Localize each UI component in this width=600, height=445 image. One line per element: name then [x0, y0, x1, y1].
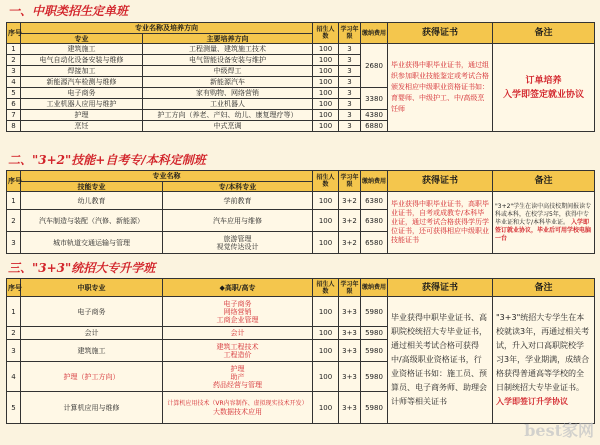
row-6-major: 工业机器人应用与维护	[21, 99, 143, 110]
row-5-years: 3	[339, 88, 361, 99]
s3-header-cert: 获得证书	[388, 279, 493, 297]
s2-row-2-sub: 汽车应用与维修	[163, 210, 313, 232]
s2-row-2-fee: 6380	[361, 210, 388, 232]
section-2-table	[6, 170, 595, 254]
row-5-enroll: 100	[313, 88, 339, 99]
s3-row-2-fee: 5980	[361, 327, 388, 340]
s3-remark-red: 入学即签订升学协议	[496, 397, 568, 406]
s2-header-sub: 专/本科专业	[163, 182, 313, 192]
header-fee: 缴纳费用	[361, 23, 388, 44]
s2-header-fee: 缴纳费用	[361, 171, 388, 192]
row-6-no: 6	[7, 99, 21, 110]
s2-row-1-years: 3+2	[339, 192, 361, 210]
remark-line-1: 订单培养	[525, 75, 562, 86]
row-6-direction: 工业机器人	[143, 99, 313, 110]
s2-header-years: 学习年限	[339, 171, 361, 192]
header-major: 专业	[21, 34, 143, 44]
section-1-table	[6, 22, 595, 132]
row-8-no: 8	[7, 121, 21, 132]
s3-row-1-enroll: 100	[313, 297, 339, 327]
s3-row-4-enroll: 100	[313, 362, 339, 392]
row-4-enroll: 100	[313, 77, 339, 88]
row-5-direction: 家有购物、网络营销	[143, 88, 313, 99]
row-7-major: 护理	[21, 110, 143, 121]
row-4-no: 4	[7, 77, 21, 88]
s3-row-4-major: 护理（护工方向）	[21, 362, 163, 392]
s2-remark-red: 入学即签订就业协议，毕业后可用学校电脑一台	[495, 218, 592, 242]
s2-row-2-enroll: 100	[313, 210, 339, 232]
row-7-no: 7	[7, 110, 21, 121]
s3-row-5-enroll: 100	[313, 392, 339, 424]
section-3-table	[6, 278, 595, 424]
section-1-title: 一、中职类招生定单班	[8, 4, 129, 18]
row-8-enroll: 100	[313, 121, 339, 132]
s3-row-3-sub-1: 建筑工程技术	[216, 342, 259, 351]
s2-header-skill: 技能专业	[21, 182, 163, 192]
s3-row-5-major: 计算机应用与维修	[21, 392, 163, 424]
s2-row-3-sub-2: 视觉传达设计	[216, 242, 259, 251]
s2-row-3-fee: 6580	[361, 232, 388, 254]
s3-header-major: 中职专业	[21, 279, 163, 297]
s2-header-major-group: 专业名称	[21, 171, 313, 182]
s3-header-remark: 备注	[493, 279, 595, 297]
s2-row-3-sub-1: 旅游管理	[223, 234, 252, 243]
row-1-no: 1	[7, 44, 21, 55]
row-4-direction: 新能源汽车	[143, 77, 313, 88]
s3-row-3-years: 3+3	[339, 340, 361, 362]
s3-row-1-fee: 5980	[361, 297, 388, 327]
s3-row-5-sub-2: 大数据技术应用	[213, 407, 262, 416]
s3-row-1-major: 电子商务	[21, 297, 163, 327]
s3-row-1-sub-1: 电子商务	[223, 299, 252, 308]
s3-row-5-fee: 5980	[361, 392, 388, 424]
s3-row-4-sub	[163, 362, 313, 392]
s3-row-5-no: 5	[7, 392, 21, 424]
s2-row-3-no: 3	[7, 232, 21, 254]
s2-row-3-sub	[163, 232, 313, 254]
s3-remark-text: "3+3"统招大专学生在本校就读3年，再通过相关考试，升入对口高职院校学习3年，学业期满，成绩合格获得普通高等学校的全日制统招大专毕业证书。	[496, 313, 590, 392]
section-3-remark	[493, 297, 595, 424]
s2-row-1-no: 1	[7, 192, 21, 210]
fee-group-3: 4380	[361, 110, 388, 121]
s3-row-1-sub	[163, 297, 313, 327]
s3-row-5-years: 3+3	[339, 392, 361, 424]
section-2-cert: 毕业获得中职毕业证书，高职毕业证书，自考或成教专/本科毕业证，通过考试合格获得学历学位证书，还可获得相应中级职业技能证书	[388, 192, 493, 254]
row-5-no: 5	[7, 88, 21, 99]
remark-line-2: 入学即签定就业协议	[502, 89, 584, 100]
section-2-title: 二、"3+2"技能+自考专/本科定制班	[8, 153, 206, 167]
s2-row-3-enroll: 100	[313, 232, 339, 254]
s3-header-sub: ◆高职/高专	[163, 279, 313, 297]
s2-row-1-sub: 学前教育	[163, 192, 313, 210]
s2-header-remark: 备注	[493, 171, 595, 192]
header-enroll: 招生人数	[313, 23, 339, 44]
s2-row-3-years: 3+2	[339, 232, 361, 254]
watermark-logo: best家网	[524, 421, 594, 440]
row-3-enroll: 100	[313, 66, 339, 77]
section-1-cert: 毕业获得中职毕业证书，通过组织参加职业技能鉴定或考试合格颁发相应中级职业资格证书如：育婴师、中级护工、中/高级烹饪师	[388, 44, 493, 132]
s3-row-1-sub-3: 工商企业管理	[216, 315, 259, 324]
row-3-years: 3	[339, 66, 361, 77]
s3-row-4-sub-3: 药品经营与管理	[213, 380, 262, 389]
s3-row-5-sub-1: 计算机应用技术（VR内容制作、虚拟现实技术开发）	[167, 399, 308, 407]
s3-row-1-sub-2: 网络营销	[223, 307, 252, 316]
s3-row-3-sub-2: 工程造价	[223, 350, 252, 359]
row-6-years: 3	[339, 99, 361, 110]
s3-row-4-no: 4	[7, 362, 21, 392]
s3-row-2-no: 2	[7, 327, 21, 340]
s3-row-4-years: 3+3	[339, 362, 361, 392]
s3-header-seq: 序号	[7, 279, 21, 297]
s2-row-1-fee: 6380	[361, 192, 388, 210]
s3-row-2-major: 会计	[21, 327, 163, 340]
row-3-direction: 中级焊工	[143, 66, 313, 77]
row-5-major: 电子商务	[21, 88, 143, 99]
row-2-direction: 电气智能设备安装与维护	[143, 55, 313, 66]
s2-row-3-skill: 城市轨道交通运输与管理	[21, 232, 163, 254]
s2-row-1-enroll: 100	[313, 192, 339, 210]
header-cert: 获得证书	[388, 23, 493, 44]
s3-row-5-sub	[163, 392, 313, 424]
row-2-years: 3	[339, 55, 361, 66]
row-2-enroll: 100	[313, 55, 339, 66]
fee-group-2: 3380	[361, 88, 388, 110]
row-4-years: 3	[339, 77, 361, 88]
s3-row-3-sub	[163, 340, 313, 362]
s2-remark-text: "3+2"学生在读中高技校期间报读专科或本科，在校学习5年，获得中专毕业证和大专/本科毕业证。	[495, 202, 592, 226]
s2-row-2-skill: 汽车制造与装配（汽修、新能源）	[21, 210, 163, 232]
row-1-direction: 工程测量、建筑施工技术	[143, 44, 313, 55]
row-6-enroll: 100	[313, 99, 339, 110]
section-3-cert: 毕业获得中职毕业证书、高职院校统招大专毕业证书，通过相关考试合格可获得中/高级职业资格证书，行业资格证书如：施工员、预算员、电子商务师、助理会计师等相关证书	[388, 297, 493, 424]
fee-group-1: 2680	[361, 44, 388, 88]
s3-header-enroll: 招生人数	[313, 279, 339, 297]
header-years: 学习年限	[339, 23, 361, 44]
s3-row-1-years: 3+3	[339, 297, 361, 327]
row-3-major: 焊接加工	[21, 66, 143, 77]
header-seq: 序号	[7, 23, 21, 44]
s3-row-3-no: 3	[7, 340, 21, 362]
s3-header-years: 学习年限	[340, 280, 359, 295]
row-1-years: 3	[339, 44, 361, 55]
fee-group-4: 6880	[361, 121, 388, 132]
row-1-major: 建筑施工	[21, 44, 143, 55]
s2-header-enroll: 招生人数	[313, 171, 339, 192]
row-8-years: 3	[339, 121, 361, 132]
s2-row-1-skill: 幼儿教育	[21, 192, 163, 210]
section-3-title: 三、"3+3"统招大专升学班	[8, 261, 156, 275]
s2-header-cert: 获得证书	[388, 171, 493, 192]
s3-row-2-years: 3+3	[339, 327, 361, 340]
row-2-major: 电气自动化设备安装与维修	[21, 55, 143, 66]
header-direction: 主要培养方向	[143, 34, 313, 44]
s3-row-4-sub-1: 护理	[230, 364, 245, 373]
section-1-remark	[493, 44, 595, 132]
s2-row-2-years: 3+2	[339, 210, 361, 232]
row-7-years: 3	[339, 110, 361, 121]
s2-header-seq: 序号	[7, 171, 21, 192]
s3-row-3-enroll: 100	[313, 340, 339, 362]
s2-row-2-no: 2	[7, 210, 21, 232]
s3-row-1-no: 1	[7, 297, 21, 327]
row-7-enroll: 100	[313, 110, 339, 121]
s3-row-4-sub-2: 助产	[230, 372, 245, 381]
row-1-enroll: 100	[313, 44, 339, 55]
section-2-remark	[493, 192, 595, 254]
row-3-no: 3	[7, 66, 21, 77]
s3-row-3-major: 建筑施工	[21, 340, 163, 362]
s3-row-2-sub: 会计	[163, 327, 313, 340]
s3-row-4-fee: 5980	[361, 362, 388, 392]
row-4-major: 新能源汽车检测与维修	[21, 77, 143, 88]
s3-header-fee: 缴纳费用	[361, 279, 388, 297]
row-8-direction: 中式烹调	[143, 121, 313, 132]
header-remark: 备注	[493, 23, 595, 44]
header-major-group: 专业名称及培养方向	[21, 23, 313, 34]
row-8-major: 烹饪	[21, 121, 143, 132]
s3-row-2-enroll: 100	[313, 327, 339, 340]
row-2-no: 2	[7, 55, 21, 66]
s3-row-3-fee: 5980	[361, 340, 388, 362]
row-7-direction: 护工方向（养老、产妇、幼儿、康复理疗等）	[143, 110, 313, 121]
